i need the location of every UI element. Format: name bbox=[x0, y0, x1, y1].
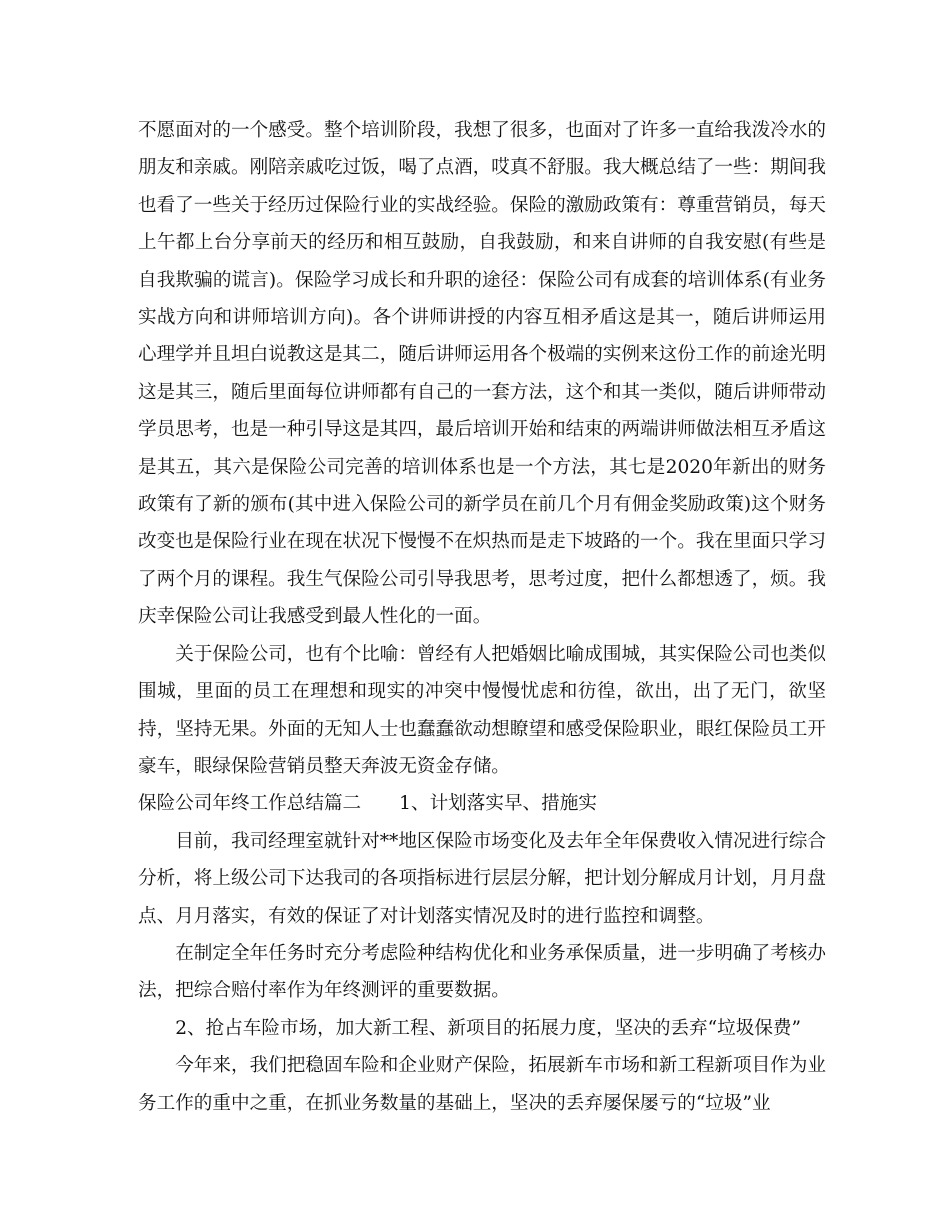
paragraph-insurance-metaphor: 关于保险公司，也有个比喻：曾经有人把婚姻比喻成围城，其实保险公司也类似围城，里面的员工在理想和现实的冲突中慢慢忧虑和彷徨，欲出，出了无门，欲坚持，坚持无果。外面的无知人士也蠢蠢欲动想瞭望和感受保险职业，眼红保险员工开豪车，眼绿保险营销员整天奔波无资金存储。 bbox=[138, 643, 826, 777]
section-heading bbox=[138, 785, 826, 822]
paragraph-this-year: 今年来，我们把稳固车险和企业财产保险，拓展新车市场和新工程新项目作为业务工作的重中之重，在抓业务数量的基础上，坚决的丢弃屡保屡亏的“垃圾”业 bbox=[138, 1055, 826, 1114]
paragraph-training-reflection: 不愿面对的一个感受。整个培训阶段，我想了很多，也面对了许多一直给我泼冷水的朋友和亲戚。刚陪亲戚吃过饭，喝了点酒，哎真不舒服。我大概总结了一些：期间我也看了一些关于经历过保险行业的实战经验。保险的激励政策有：尊重营销员，每天上午都上台分享前天的经历和相互鼓励，自我鼓励，和来自讲师的自我安慰(有些是自我欺骗的谎言)。保险学习成长和升职的途径：保险公司有成套的培训体系(有业务实战方向和讲师培训方向)。各个讲师讲授的内容互相矛盾这是其一，随后讲师运用心理学并且坦白说教这是其二，随后讲师运用各个极端的实例来这份工作的前途光明这是其三，随后里面每位讲师都有自己的一套方法，这个和其一类似，随后讲师带动学员思考，也是一种引导这是其四，最后培训开始和结束的两端讲师做法相互矛盾这是其五，其六是保险公司完善的培训体系也是一个方法，其七是2020年新出的财务政策有了新的颁布(其中进入保险公司的新学员在前几个月有佣金奖励政策)这个财务改变也是保险行业在现在状况下慢慢不在炽热而是走下坡路的一个。我在里面只学习了两个月的课程。我生气保险公司引导我思考，思考过度，把什么都想透了，烦。我庆幸保险公司让我感受到最人性化的一面。 bbox=[138, 120, 826, 628]
section-title: 保险公司年终工作总结篇二 bbox=[138, 793, 362, 815]
paragraph-plan-analysis: 目前，我司经理室就针对**地区保险市场变化及去年全年保费收入情况进行综合分析，将上级公司下达我司的各项指标进行层层分解，把计划分解成月计划，月月盘点、月月落实，有效的保证了对计划落实情况及时的进行监控和调整。 bbox=[138, 830, 826, 927]
paragraph-auto-market: 2、抢占车险市场，加大新工程、新项目的拓展力度，坚决的丢弃“垃圾保费” bbox=[175, 1017, 802, 1039]
paragraph-annual-task: 在制定全年任务时充分考虑险种结构优化和业务承保质量，进一步明确了考核办法，把综合赔付率作为年终测评的重要数据。 bbox=[138, 942, 826, 1002]
document-body bbox=[138, 112, 826, 1122]
section-subtitle: 1、计划落实早、措施实 bbox=[399, 793, 597, 815]
